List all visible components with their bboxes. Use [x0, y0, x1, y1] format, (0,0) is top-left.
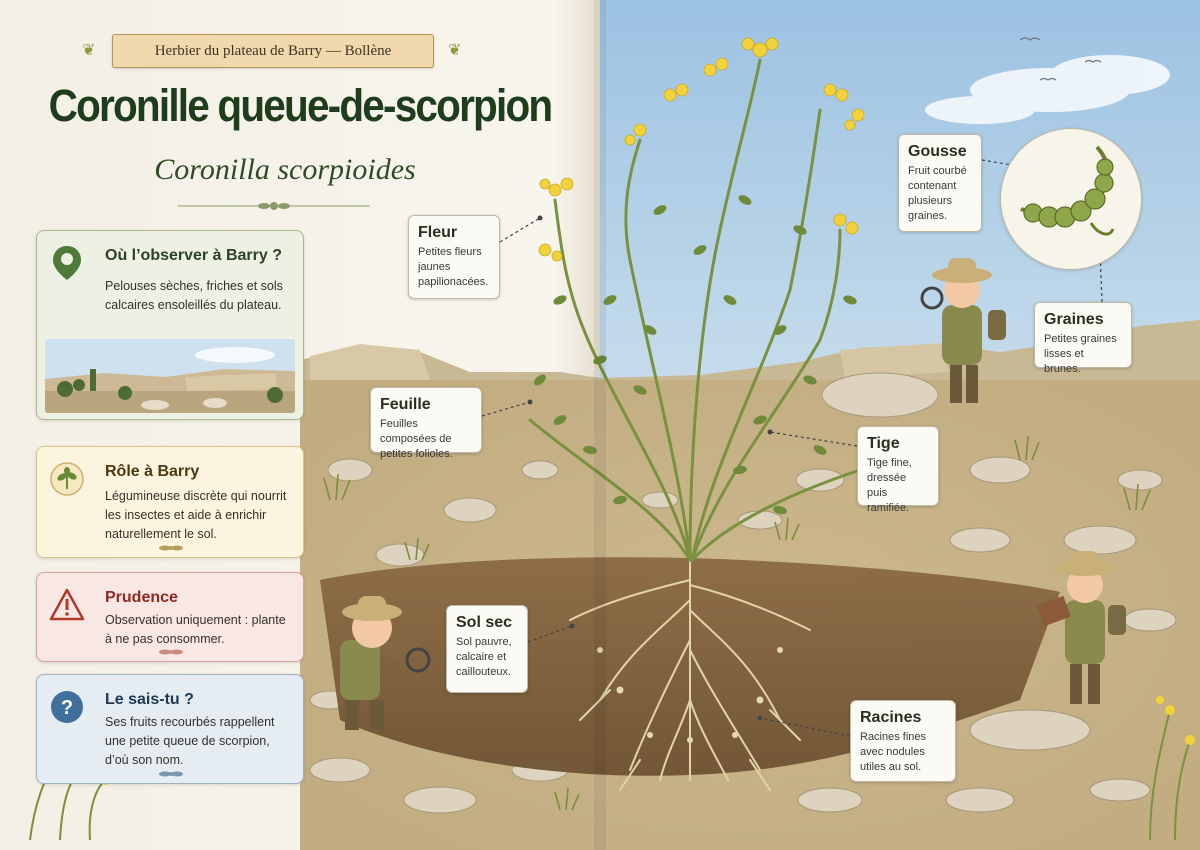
location-pin-icon — [49, 245, 85, 281]
callout-title: Fleur — [418, 224, 458, 241]
svg-text:?: ? — [60, 697, 74, 719]
callout-text: Petites fleurs jaunes papilionacées. — [418, 246, 489, 288]
landscape-thumbnail — [45, 339, 295, 413]
card-role — [36, 446, 304, 558]
card-title: Où l’observer à Barry ? — [105, 247, 282, 264]
warning-triangle-icon — [49, 587, 85, 623]
callout-text: Petites graines lisses et brunes. — [1044, 333, 1117, 375]
card-title: Rôle à Barry — [105, 463, 200, 480]
callout-title: Feuille — [380, 396, 431, 413]
callout-flower — [408, 215, 500, 299]
callout-text: Racines fines avec nodules utiles au sol. — [860, 731, 927, 773]
card-title: Le sais-tu ? — [105, 691, 194, 708]
card-text: Observation uniquement : plante à ne pas consommer. — [105, 613, 286, 646]
card-ornament-icon — [155, 647, 187, 657]
callout-text: Fruit courbé contenant plusieurs graines. — [908, 165, 967, 222]
callout-title: Tige — [867, 435, 900, 452]
callout-title: Graines — [1044, 311, 1104, 328]
card-text: Légumineuse discrète qui nourrit les insectes et aide à enrichir naturellement le sol. — [105, 489, 287, 541]
card-ornament-icon — [155, 543, 187, 553]
card-caution — [36, 572, 304, 662]
card-title: Prudence — [105, 589, 178, 606]
sprout-icon — [49, 461, 85, 497]
page-title: Coronille queue-de-scorpion — [48, 80, 552, 131]
callout-text: Tige fine, dressée puis ramifiée. — [867, 457, 912, 514]
book-banner: Herbier du plateau de Barry — Bollène — [112, 34, 434, 68]
callout-text: Sol pauvre, calcaire et caillouteux. — [456, 636, 512, 678]
card-ornament-icon — [155, 769, 187, 779]
callout-stem — [857, 426, 939, 514]
question-mark-icon — [49, 689, 85, 725]
callout-title: Sol sec — [456, 614, 513, 631]
callout-leaf — [370, 387, 482, 460]
callout-roots — [850, 700, 956, 782]
seed-pod-illustration — [1000, 128, 1142, 270]
scientific-name: Coronilla scorpioides — [154, 153, 416, 186]
sprig-ornament-icon: ❦ — [82, 42, 96, 59]
callout-title: Gousse — [908, 143, 967, 160]
sprig-ornament-icon: ❦ — [448, 42, 462, 59]
card-text: Ses fruits recourbés rappellent une petite queue de scorpion, d’où son nom. — [105, 715, 275, 767]
callout-seeds — [1034, 302, 1132, 375]
callout-dry-soil — [446, 605, 528, 693]
card-where-to-observe — [36, 230, 304, 420]
card-text: Pelouses sèches, friches et sols calcaires ensoleillés du plateau. — [105, 279, 283, 312]
callout-text: Feuilles composées de petites folioles. — [380, 418, 453, 460]
callout-pod — [898, 134, 982, 232]
card-did-you-know — [36, 674, 304, 784]
title-ornament-icon — [178, 199, 370, 213]
callout-title: Racines — [860, 709, 922, 726]
